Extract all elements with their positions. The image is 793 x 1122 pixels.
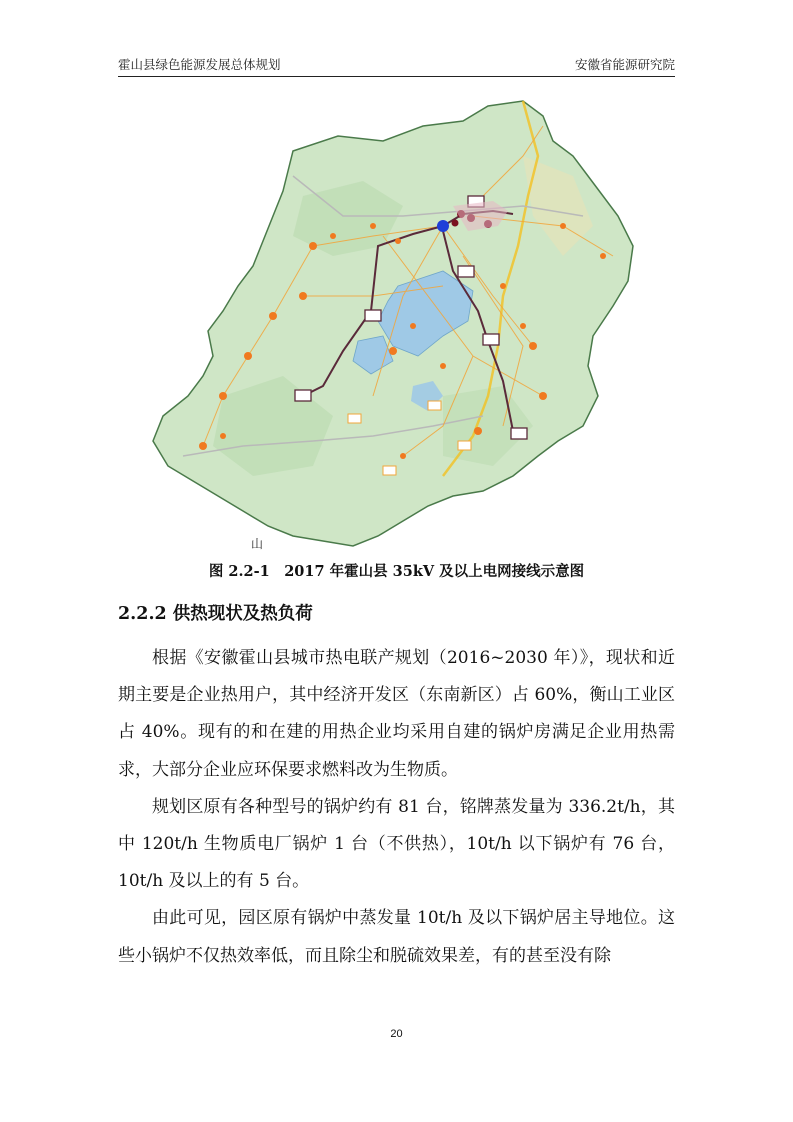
paragraph-3: 由此可见，园区原有锅炉中蒸发量 10t/h 及以下锅炉居主导地位。这些小锅炉不仅热效率低，而且除尘和脱硫效果差，有的甚至没有除 [118,908,675,966]
county-map-svg [143,96,643,556]
header-title: 霍山县绿色能源发展总体规划 [118,57,281,72]
body-text [118,640,675,975]
section-heading: 2.2.2 供热现状及热负荷 [118,604,313,624]
header-organization: 安徽省能源研究院 [574,57,675,72]
blue-hub-node [437,220,449,232]
paragraph-1: 根据《安徽霍山县城市热电联产规划（2016~2030 年）》，现状和近期主要是企业热用户，其中经济开发区（东南新区）占 60%，衡山工业区占 40%。现有的和在建的用热企业均采用自建的锅炉房满足企业用热需求，大部分企业应环保要求燃料改为生物质。 [118,648,675,780]
figure-caption: 图 2.2-1 2017 年霍山县 35kV 及以上电网接线示意图 [208,563,585,580]
page-header [118,52,675,77]
paragraph-2: 规划区原有各种型号的锅炉约有 81 台，铭牌蒸发量为 336.2t/h，其中 120t/h 生物质电厂锅炉 1 台（不供热），10t/h 以下锅炉有 76 台，10t/h 及以上的有 5 台。 [118,796,675,892]
map-edge-label: 山 [251,537,264,551]
page-number: 20 [390,1028,403,1040]
grid-map-figure [143,96,643,556]
